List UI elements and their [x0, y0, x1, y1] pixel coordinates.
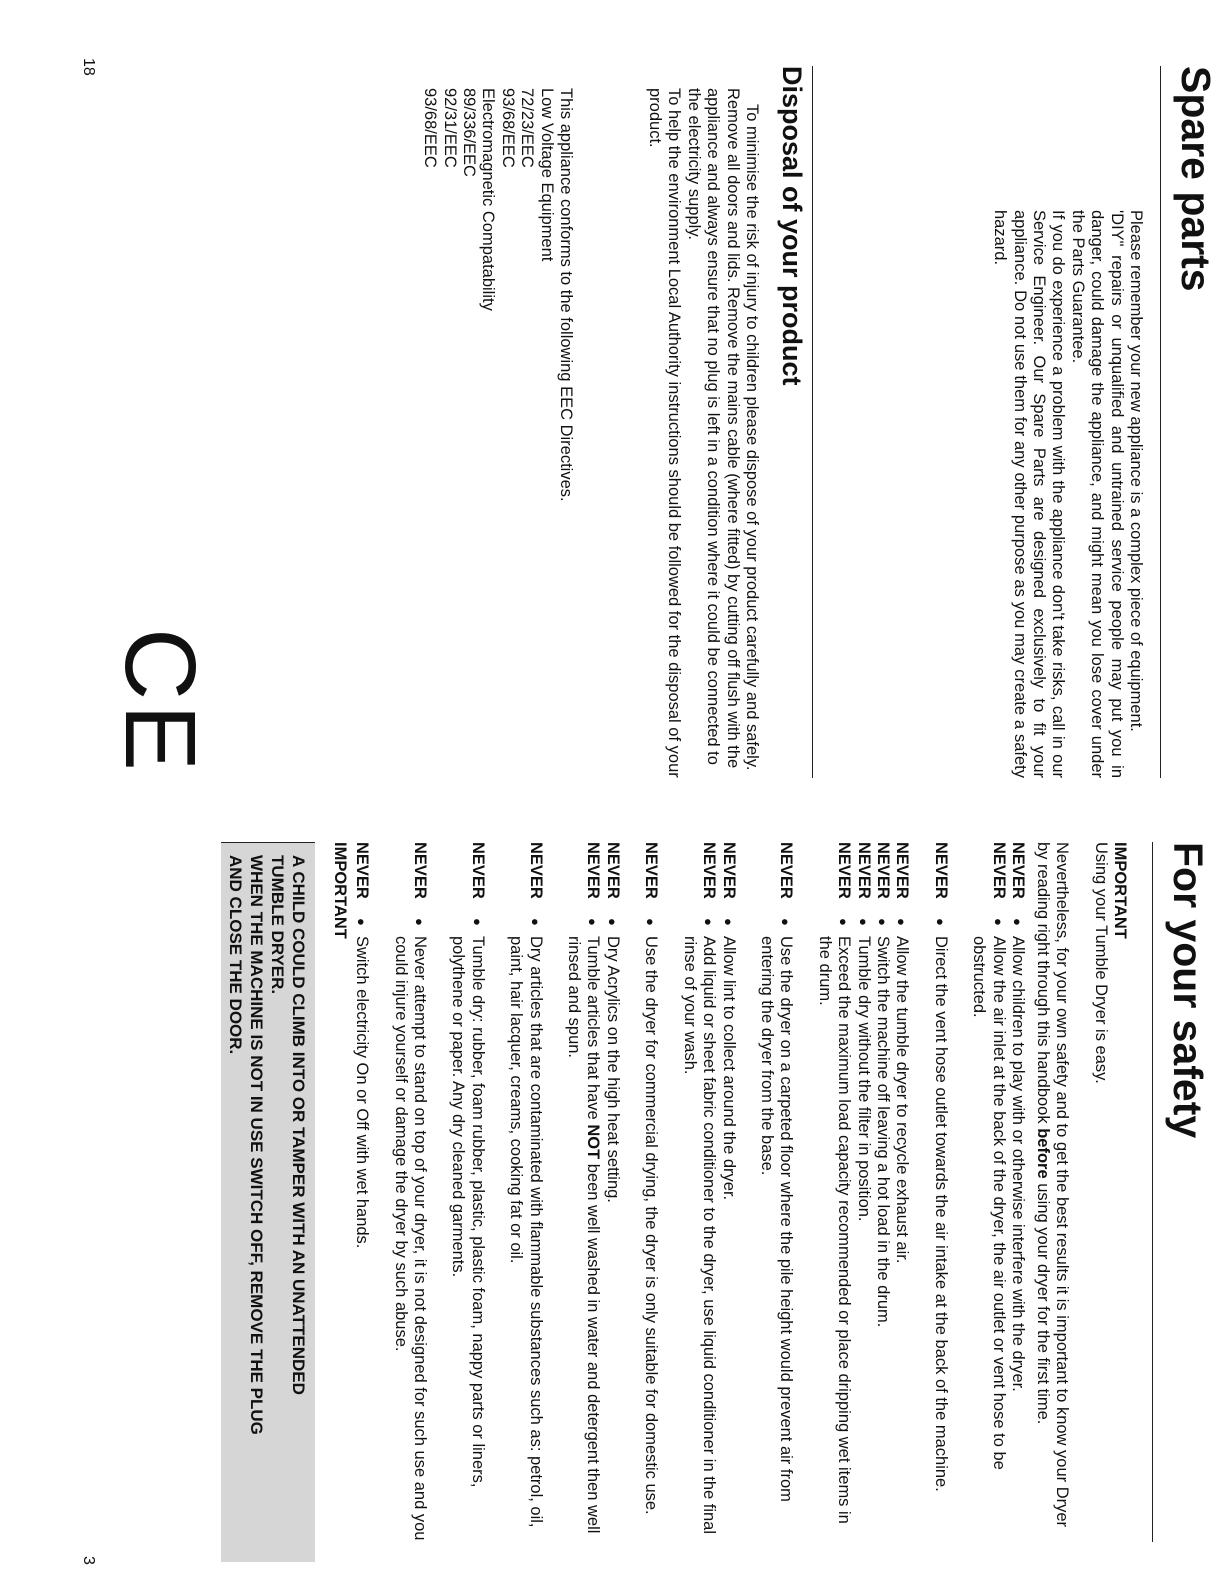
- safety-title: For your safety: [1165, 842, 1211, 1139]
- never-label: NEVER: [989, 842, 1008, 899]
- never-label: NEVER: [931, 842, 950, 899]
- never-group: [448, 842, 487, 1542]
- spare-parts-title: Spare parts: [1173, 66, 1219, 292]
- never-group: [564, 842, 622, 1542]
- never-label: NEVER: [873, 842, 892, 899]
- never-item: ● Allow the tumble dryer to recycle exhaust air.: [892, 918, 911, 1542]
- never-item: ● Tumble dry: rubber, foam rubber, plastic, plastic foam, nappy parts or liners, polythene or paper. Any dry cleaned garments.: [448, 918, 487, 1542]
- never-labels: [930, 842, 949, 918]
- disposal-rule: [812, 66, 813, 778]
- disposal-title: Disposal of your product: [777, 66, 807, 386]
- never-label: NEVER: [526, 842, 545, 899]
- directive-line-1: Low Voltage Equipment: [537, 88, 556, 262]
- never-labels: [352, 842, 371, 918]
- never-label: NEVER: [584, 842, 603, 899]
- intro-paragraph: [1032, 842, 1071, 1542]
- disposal-para-3: To help the environment Local Authority instructions should be followed for the disposal of your product.: [645, 88, 684, 778]
- never-label: NEVER: [700, 842, 719, 899]
- never-label: NEVER: [835, 842, 854, 899]
- important-text: Using your Tumble Dryer is easy.: [1091, 842, 1110, 1084]
- never-item: ● Switch the machine off leaving a hot load in the drum.: [873, 918, 892, 1542]
- intro-bold-word: before: [1033, 1128, 1052, 1179]
- never-item: ● Dry articles that are contaminated with flammable substances such as: petrol, oil, paint, hair lacquer, creams, cooking fat or oil.: [506, 918, 545, 1542]
- never-group: [814, 842, 911, 1542]
- never-item: ● Dry Acrylics on the high heat setting.: [603, 918, 622, 1542]
- never-group: [390, 842, 429, 1542]
- never-item: ● Direct the vent hose outlet towards the air intake at the back of the machine.: [930, 918, 949, 1542]
- directives-intro: This appliance conforms to the following EEC Directives.: [557, 88, 575, 502]
- never-labels: [814, 842, 911, 918]
- never-label: NEVER: [1009, 842, 1027, 899]
- never-label: NEVER: [353, 842, 372, 899]
- never-group: [352, 842, 371, 1542]
- spare-parts-para-1: Please remember your new appliance is a complex piece of equipment.: [1127, 210, 1145, 732]
- never-labels: [564, 842, 622, 918]
- never-labels: [679, 842, 737, 918]
- spare-parts-para-2: 'DIY" repairs or unqualified and untrained service people may put you in danger, could damage the appliance, and might mean you lose cover under the Parts Guarantee.: [1068, 210, 1126, 778]
- spare-parts-rule: [1160, 66, 1161, 778]
- never-group: [930, 842, 949, 1542]
- never-list: [352, 842, 1027, 1542]
- never-group: [679, 842, 737, 1542]
- important-label-2: IMPORTANT: [331, 842, 349, 939]
- never-item: [564, 918, 603, 1542]
- ce-mark-logo: CE: [104, 628, 216, 775]
- never-group: [757, 842, 796, 1542]
- never-item: ● Allow children to play with or otherwise interfere with the dryer.: [1008, 918, 1027, 1542]
- never-item-text-b: been well washed in water and detergent then well rinsed and spun.: [565, 936, 603, 1534]
- disposal-para-1: To minimise the risk of injury to children please dispose of your product carefully and safely.: [743, 104, 761, 771]
- never-labels: [448, 842, 487, 918]
- safety-intro: [1032, 842, 1129, 1542]
- page-number-right: 3: [80, 1556, 97, 1565]
- never-item: ● Exceed the maximum load capacity recommended or place dripping wet items in the drum.: [814, 918, 853, 1542]
- never-group: [969, 842, 1027, 1542]
- never-item: ● Never attempt to stand on top of your dryer, it is not designed for such use and you could injure yourself or damage the dryer by such abuse.: [390, 918, 429, 1542]
- never-label: NEVER: [603, 842, 622, 899]
- never-label: NEVER: [854, 842, 873, 899]
- eec-directives: [420, 88, 575, 778]
- never-item: ● Allow lint to collect around the dryer.: [718, 918, 737, 1542]
- left-page: [0, 0, 1225, 790]
- never-labels: [969, 842, 1027, 918]
- never-item: ● Tumble dry without the filter in position.: [853, 918, 872, 1542]
- directive-line-7: 93/68/EEC: [421, 88, 440, 168]
- never-item: ● Add liquid or sheet fabric conditioner to the dryer, use liquid conditioner in the final rinse of your wash.: [679, 918, 718, 1542]
- never-labels: [641, 842, 660, 918]
- never-group: [506, 842, 545, 1542]
- page-number-left: 18: [80, 58, 97, 76]
- never-label: NEVER: [893, 842, 912, 899]
- spare-parts-para-3: If you do experience a problem with the appliance don't take risks, call in our Service Engineer. Our Spare Parts are designed exclusively to fit your appliance. Do not use them for any other purpose as you may create a safety hazard.: [991, 210, 1068, 778]
- directive-line-2: 72/23/EEC: [518, 88, 537, 168]
- directive-line-3: 93/68/EEC: [498, 88, 517, 168]
- never-item: ● Switch electricity On or Off with wet hands.: [352, 918, 371, 1542]
- warning-line-2: TUMBLE DRYER.: [268, 855, 287, 995]
- warning-box: [221, 842, 315, 1562]
- never-label: NEVER: [777, 842, 796, 899]
- directive-line-6: 92/31/EEC: [440, 88, 459, 168]
- right-page: [0, 800, 1225, 1585]
- never-label: NEVER: [642, 842, 661, 899]
- intro-text-b: using your dryer for the first time.: [1033, 1178, 1052, 1425]
- never-label: NEVER: [468, 842, 487, 899]
- disposal-para-2: Remove all doors and lids. Remove the mains cable (where fitted) by cutting off flush with the appliance and always ensure that no plug is left in a condition where it could be connected to the electricity supply.: [684, 88, 742, 769]
- spare-parts-body: [990, 210, 1145, 778]
- never-item-text-a: Tumble articles that have: [584, 936, 603, 1125]
- directive-line-4: Electromagnetic Compatability: [479, 88, 498, 311]
- never-label: NEVER: [719, 842, 738, 899]
- warning-line-1: A CHILD COULD CLIMB INTO OR TAMPER WITH AN UNATTENDED: [289, 855, 308, 1395]
- important-label: IMPORTANT: [1111, 842, 1129, 939]
- safety-rule: [1152, 842, 1153, 1542]
- warning-line-4: AND CLOSE THE DOOR.: [226, 855, 245, 1055]
- never-item: ● Use the dryer for commercial drying, the dryer is only suitable for domestic use.: [641, 918, 660, 1542]
- intro-text-a: Nevertheless, for your own safety and to get the best results it is important to know your Dryer by reading right through this handbook: [1033, 842, 1072, 1528]
- never-group: [641, 842, 660, 1542]
- never-item: ● Allow the air inlet at the back of the dryer, the air outlet or vent hose to be obstructed.: [969, 918, 1008, 1542]
- never-item-bold: NOT: [584, 1124, 603, 1160]
- never-labels: [757, 842, 796, 918]
- warning-line-3: WHEN THE MACHINE IS NOT IN USE SWITCH OFF, REMOVE THE PLUG: [247, 855, 266, 1435]
- disposal-body: [645, 88, 761, 778]
- never-labels: [390, 842, 429, 918]
- directive-line-5: 89/336/EEC: [459, 88, 478, 177]
- never-label: NEVER: [411, 842, 430, 899]
- never-item: ● Use the dryer on a carpeted floor where the pile height would prevent air from entering the dryer from the base.: [757, 918, 796, 1542]
- never-labels: [506, 842, 545, 918]
